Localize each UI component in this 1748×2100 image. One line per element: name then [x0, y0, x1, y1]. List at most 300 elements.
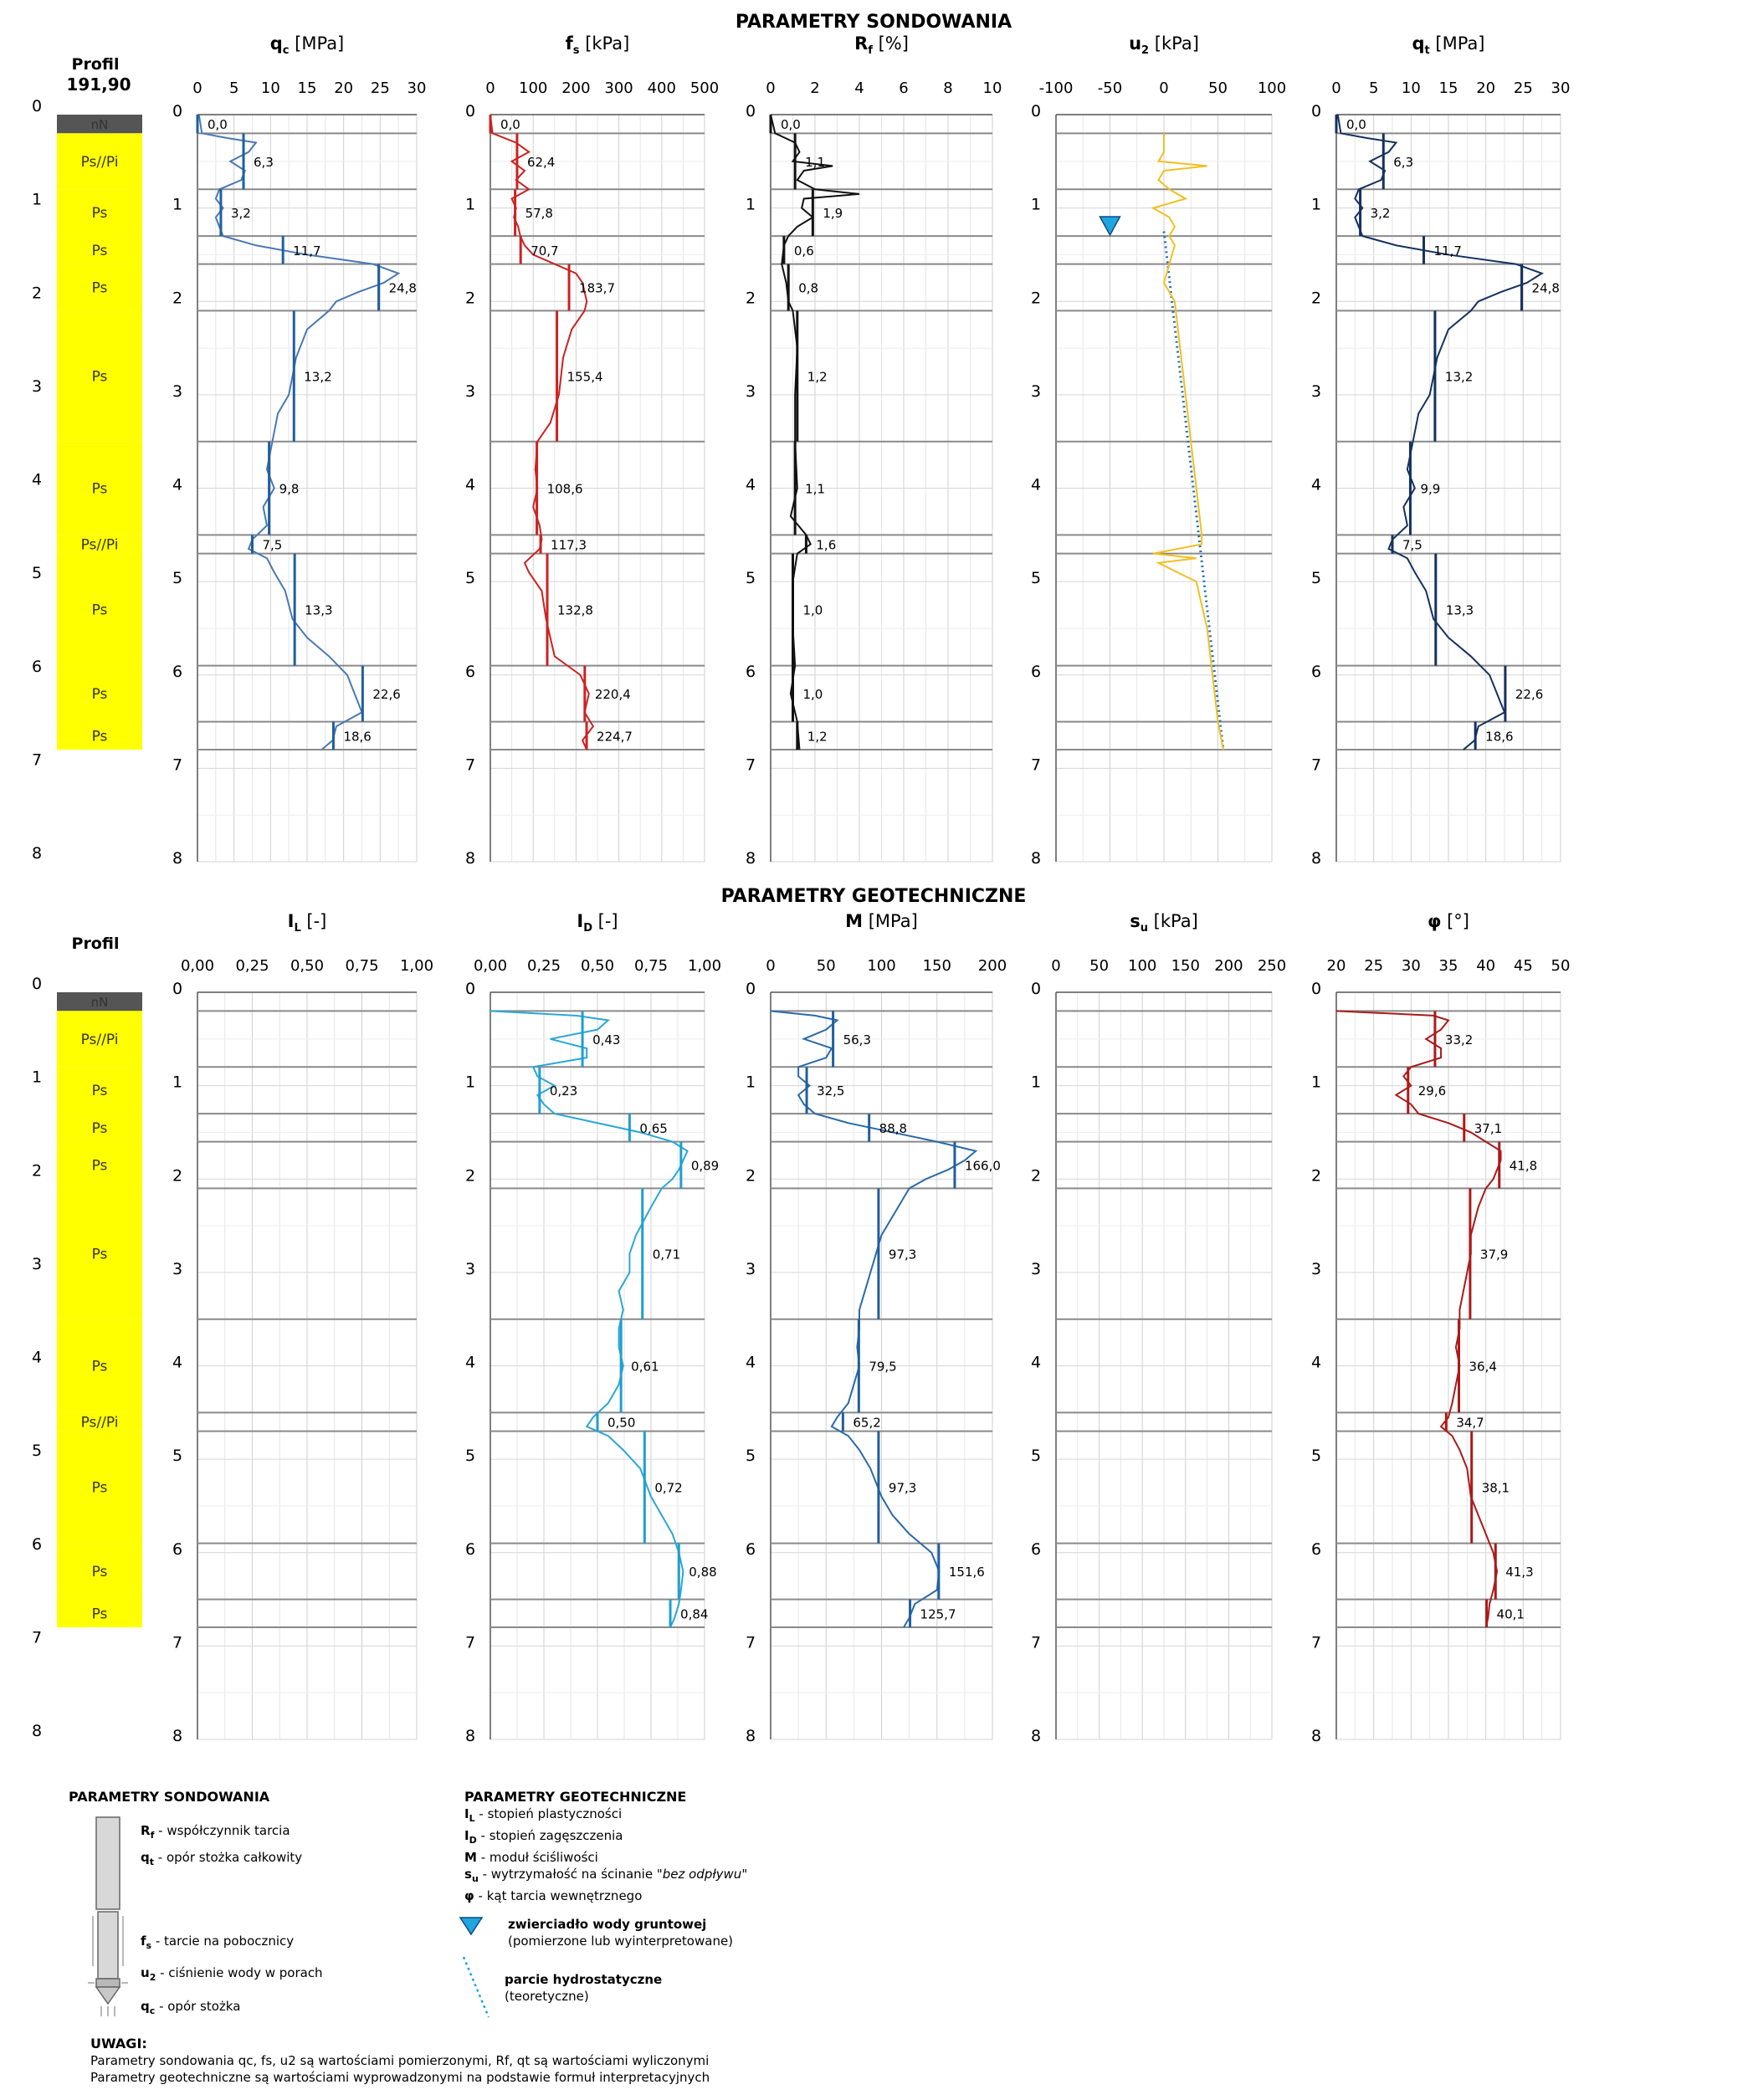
- layer-average-label: 0,88: [689, 1565, 717, 1580]
- series-line-qt: [1338, 115, 1542, 750]
- x-tick-label: 30: [407, 79, 427, 97]
- layer-average-label: 9,8: [279, 481, 300, 497]
- layer-average-label: 1,1: [805, 154, 826, 170]
- layer-average-label: 1,2: [807, 729, 828, 745]
- x-tick-label: 4: [854, 79, 864, 97]
- soil-layer-label: Ps: [91, 1119, 108, 1137]
- y-tick-label: 2: [464, 289, 476, 308]
- x-tick-label: 0,75: [633, 957, 669, 975]
- layer-average-label: 6,3: [254, 154, 274, 170]
- y-tick-label: 3: [172, 382, 183, 401]
- x-tick-label: 0: [766, 957, 776, 975]
- y-tick-label: 4: [1310, 1353, 1322, 1372]
- soil-layer-label: Ps: [91, 205, 108, 223]
- y-tick-label: 1: [1310, 1073, 1322, 1092]
- layer-average-label: 56,3: [843, 1032, 872, 1047]
- profile-depth-label: 0: [31, 97, 43, 115]
- layer-average-label: 0,50: [607, 1415, 636, 1431]
- chart-title-unit: [MPa]: [1429, 33, 1485, 54]
- soil-profile-bottom: [32, 975, 142, 1740]
- profile-depth-label: 6: [31, 657, 43, 676]
- x-tick-label: 0: [192, 79, 202, 97]
- y-tick-label: 4: [1310, 475, 1322, 494]
- legend-item-u2: [141, 1964, 323, 1986]
- layer-average-label: 37,9: [1479, 1247, 1509, 1263]
- y-tick-label: 2: [745, 289, 756, 308]
- legend-u2-sub: 2: [149, 1972, 156, 1983]
- x-tick-label: 100: [867, 957, 896, 975]
- y-tick-label: 5: [1030, 1447, 1042, 1466]
- soil-layer-label: Ps: [91, 728, 108, 745]
- profile-depth-label: 4: [31, 470, 43, 489]
- y-tick-label: 7: [1310, 755, 1322, 775]
- x-tick-label: 0,00: [473, 957, 508, 975]
- chart-title-subscript: s: [572, 44, 580, 57]
- y-tick-label: 6: [464, 1539, 476, 1559]
- legend-id-sym: I: [464, 1828, 469, 1843]
- chart-title-subscript: u: [1140, 922, 1148, 935]
- notes-title: UWAGI:: [90, 2036, 147, 2051]
- y-tick-label: 8: [172, 849, 183, 868]
- chart-title: [845, 911, 918, 931]
- profile-title-top: Profil: [71, 55, 120, 74]
- y-tick-label: 0: [464, 980, 476, 998]
- y-tick-label: 3: [464, 1259, 476, 1278]
- soil-layer-label: Ps: [91, 1479, 108, 1497]
- y-tick-label: 2: [1030, 1166, 1042, 1186]
- y-tick-label: 3: [745, 382, 756, 401]
- layer-average-label: 62,4: [526, 154, 556, 170]
- legend-m-text: - moduł ściśliwości: [480, 1850, 598, 1865]
- legend-item-qc: [141, 1998, 240, 2020]
- x-tick-label: 400: [647, 79, 676, 97]
- soil-layer-label: Ps//Pi: [80, 536, 119, 554]
- y-tick-label: 4: [172, 475, 183, 494]
- y-tick-label: 5: [464, 569, 476, 588]
- y-tick-label: 3: [1310, 382, 1322, 401]
- y-tick-label: 8: [172, 1727, 183, 1745]
- profile-depth-label: 8: [31, 1722, 43, 1740]
- y-tick-label: 7: [172, 755, 183, 775]
- chart-title-subscript: L: [294, 922, 301, 935]
- x-tick-label: 200: [977, 957, 1007, 975]
- profile-depth-label: 7: [31, 750, 43, 770]
- chart-title-subscript: c: [282, 44, 290, 57]
- soil-layer-label: Ps: [91, 242, 108, 259]
- hydrostatic-line: [1164, 232, 1223, 750]
- y-tick-label: 1: [1030, 1073, 1042, 1092]
- chart-title-unit: [kPa]: [579, 33, 630, 54]
- y-tick-label: 1: [172, 195, 183, 214]
- chart-title-symbol: f: [565, 33, 573, 54]
- x-tick-label: 200: [561, 79, 591, 97]
- y-tick-label: 0: [464, 102, 476, 120]
- legend-su-text2: ": [741, 1867, 748, 1882]
- x-tick-label: 6: [899, 79, 909, 97]
- chart-title: [270, 33, 345, 57]
- legend-item-il: [464, 1805, 1050, 1827]
- x-tick-label: 1,00: [399, 957, 434, 975]
- layer-average-label: 0,71: [652, 1247, 681, 1263]
- chart-title-symbol: I: [577, 911, 584, 931]
- chart-title-unit: [%]: [872, 33, 909, 54]
- layer-average-label: 0,61: [631, 1359, 659, 1375]
- series-line-qc: [199, 115, 401, 750]
- y-tick-label: 3: [1030, 382, 1042, 401]
- layer-average-label: 18,6: [1485, 729, 1514, 745]
- legend-qt-sym: q: [141, 1850, 150, 1865]
- x-tick-label: 25: [370, 79, 390, 97]
- x-tick-label: 5: [1368, 79, 1379, 97]
- y-tick-label: 5: [464, 1447, 476, 1466]
- profile-depth-label: 6: [31, 1534, 43, 1554]
- y-tick-label: 8: [745, 1727, 756, 1745]
- y-tick-label: 7: [1310, 1633, 1322, 1652]
- legend-u2-text: - ciśnienie wody w porach: [160, 1965, 323, 1980]
- water-level-marker: [1100, 217, 1120, 235]
- profile-depth-label: 2: [31, 1161, 43, 1181]
- layer-average-label: 97,3: [888, 1247, 917, 1263]
- cone-probe-drawing: [88, 1816, 130, 2016]
- layer-average-label: 41,8: [1509, 1158, 1538, 1174]
- y-tick-label: 0: [172, 980, 183, 998]
- chart-title-symbol: u: [1129, 33, 1142, 54]
- soil-profile-top: [32, 97, 142, 863]
- legend-m-sym: M: [464, 1850, 477, 1865]
- chart-title: [288, 911, 327, 935]
- chart-title-subscript: 2: [1141, 44, 1150, 57]
- y-tick-label: 0: [1030, 102, 1042, 120]
- layer-average-label: 0,65: [639, 1120, 668, 1136]
- layer-average-label: 0,72: [654, 1480, 683, 1496]
- profile-depth-label: 1: [31, 190, 43, 209]
- legend-su-sym: s: [464, 1867, 472, 1882]
- y-tick-label: 1: [464, 195, 476, 214]
- chart-title-unit: [MPa]: [289, 33, 345, 54]
- x-tick-label: 35: [1438, 957, 1458, 975]
- legend-item-qt: [141, 1849, 302, 1871]
- legend-hydro: [505, 1971, 662, 2005]
- y-tick-label: 0: [1310, 102, 1322, 120]
- y-tick-label: 2: [1310, 1166, 1322, 1186]
- layer-average-label: 7,5: [1402, 537, 1422, 553]
- x-tick-label: 0,25: [235, 957, 269, 975]
- x-tick-label: 250: [1257, 957, 1287, 975]
- y-tick-label: 3: [1310, 1259, 1322, 1278]
- y-tick-label: 7: [464, 1633, 476, 1652]
- y-tick-label: 2: [745, 1166, 756, 1186]
- soil-layer-label: nN: [90, 117, 109, 133]
- legend-su-italic: bez odpływu: [662, 1867, 742, 1882]
- soil-layer-label: Ps: [91, 1157, 108, 1175]
- x-tick-label: 50: [1208, 79, 1228, 97]
- layer-average-label: 1,9: [823, 206, 843, 222]
- chart-rf: [746, 33, 1002, 868]
- layer-average-label: 0,8: [798, 280, 819, 296]
- x-tick-label: 15: [1438, 79, 1458, 97]
- layer-average-label: 1,0: [802, 687, 823, 703]
- x-tick-label: -100: [1038, 79, 1074, 97]
- y-tick-label: 0: [745, 102, 756, 120]
- y-tick-label: 5: [172, 569, 183, 588]
- x-tick-label: 200: [1214, 957, 1243, 975]
- chart-title-symbol: q: [269, 33, 283, 54]
- y-tick-label: 8: [464, 1727, 476, 1745]
- x-tick-label: 20: [334, 79, 354, 97]
- layer-average-label: 183,7: [579, 280, 616, 296]
- y-tick-label: 0: [1310, 980, 1322, 998]
- y-tick-label: 0: [745, 980, 756, 998]
- layer-average-label: 97,3: [888, 1480, 917, 1496]
- section-title-sondowanie: PARAMETRY SONDOWANIA: [735, 12, 1012, 33]
- chart-fs: [465, 33, 719, 868]
- x-tick-label: 0,50: [290, 957, 325, 975]
- y-tick-label: 8: [1030, 849, 1042, 868]
- profile-depth-label: 4: [31, 1348, 43, 1367]
- y-tick-label: 6: [745, 1539, 756, 1559]
- chart-title-subscript: D: [583, 922, 592, 935]
- chart-title-unit: [kPa]: [1147, 911, 1198, 931]
- chart-su: [1031, 911, 1286, 1745]
- legend-item-su: [464, 1866, 1050, 1887]
- layer-average-label: 57,8: [525, 206, 553, 222]
- x-tick-label: 0: [1331, 79, 1341, 97]
- soil-layer-label: Ps: [91, 480, 108, 498]
- layer-average-label: 0,0: [208, 117, 228, 133]
- legend-il-sym: I: [464, 1806, 469, 1821]
- soil-layer-label: Ps: [91, 368, 108, 386]
- legend-su-sub: u: [471, 1873, 479, 1884]
- y-tick-label: 7: [745, 1633, 756, 1652]
- x-tick-label: 50: [1089, 957, 1110, 975]
- layer-average-label: 11,7: [293, 243, 321, 259]
- chart-title-unit: [°]: [1441, 911, 1469, 931]
- profile-depth-label: 1: [31, 1068, 43, 1087]
- layer-average-label: 1,1: [805, 481, 826, 497]
- layer-average-label: 37,1: [1474, 1120, 1503, 1136]
- legend-hydro-sub: (teoretyczne): [505, 1989, 589, 2004]
- profile-depth-label: 5: [31, 1442, 43, 1461]
- water-table-icon: [459, 1916, 484, 1938]
- x-tick-label: 0: [1051, 957, 1061, 975]
- y-tick-label: 3: [464, 382, 476, 401]
- legend-water-title: zwierciadło wody gruntowej: [508, 1917, 707, 1932]
- y-tick-label: 8: [745, 849, 756, 868]
- y-tick-label: 5: [1030, 569, 1042, 588]
- chart-qt: [1311, 33, 1571, 868]
- x-tick-label: 150: [922, 957, 951, 975]
- layer-average-label: 0,84: [680, 1606, 709, 1622]
- y-tick-label: 3: [1030, 1259, 1042, 1278]
- layer-average-label: 155,4: [566, 369, 603, 385]
- layer-average-label: 65,2: [853, 1415, 881, 1431]
- chart-il: [172, 911, 433, 1745]
- x-tick-label: 10: [1401, 79, 1421, 97]
- y-tick-label: 6: [745, 662, 756, 681]
- soil-layer-label: Ps: [91, 1083, 108, 1100]
- layer-average-label: 33,2: [1444, 1032, 1474, 1047]
- x-tick-label: 20: [1326, 957, 1346, 975]
- layer-average-label: 24,8: [388, 280, 417, 296]
- chart-title-unit: [MPa]: [863, 911, 918, 931]
- legend-rf-sub: f: [150, 1830, 155, 1841]
- chart-title-subscript: t: [1424, 44, 1430, 57]
- layer-average-label: 220,4: [594, 687, 631, 703]
- chart-title-symbol: M: [845, 911, 864, 931]
- chart-title: [1412, 33, 1484, 57]
- profile-depth-label: 0: [31, 975, 43, 993]
- legend-item-m: [464, 1849, 1050, 1866]
- x-tick-label: 8: [943, 79, 953, 97]
- y-tick-label: 6: [464, 662, 476, 681]
- y-tick-label: 6: [1030, 662, 1042, 681]
- y-tick-label: 3: [745, 1259, 756, 1278]
- y-tick-label: 4: [745, 475, 756, 494]
- soil-layer-label: Ps//Pi: [80, 1414, 119, 1432]
- chart-title-unit: [-]: [592, 911, 618, 931]
- soil-layer-label: Ps: [91, 1246, 108, 1263]
- y-tick-label: 4: [172, 1353, 183, 1372]
- note-1: Parametry sondowania qc, fs, u2 są wartościami pomierzonymi, Rf, qt są wartościami wyliczonymi: [90, 2053, 710, 2068]
- chart-title-subscript: f: [868, 44, 873, 57]
- legend-u2-sym: u: [141, 1965, 150, 1980]
- legend-il-sub: L: [469, 1813, 475, 1824]
- y-tick-label: 7: [1030, 1633, 1042, 1652]
- layer-average-label: 0,23: [549, 1083, 578, 1099]
- soil-layer-label: Ps: [91, 1358, 108, 1375]
- x-tick-label: -50: [1097, 79, 1123, 97]
- y-tick-label: 2: [172, 289, 183, 308]
- y-tick-label: 6: [1030, 1539, 1042, 1559]
- x-tick-label: 40: [1476, 957, 1496, 975]
- layer-average-label: 36,4: [1469, 1359, 1497, 1375]
- y-tick-label: 5: [745, 569, 756, 588]
- profile-depth-label: 8: [31, 844, 43, 863]
- layer-average-label: 3,2: [1370, 206, 1391, 222]
- layer-average-label: 18,6: [343, 729, 372, 745]
- x-tick-label: 0,00: [180, 957, 215, 975]
- y-tick-label: 4: [1030, 1353, 1042, 1372]
- hydrostatic-line-icon: [460, 1954, 494, 2021]
- chart-title-unit: [-]: [300, 911, 327, 931]
- profile-depth-label: 3: [31, 1254, 43, 1273]
- layer-average-label: 125,7: [920, 1606, 956, 1622]
- chart-phi: [1311, 911, 1571, 1745]
- y-tick-label: 7: [464, 755, 476, 775]
- chart-qc: [172, 33, 427, 868]
- layer-average-label: 151,6: [948, 1565, 985, 1580]
- y-tick-label: 0: [1030, 980, 1042, 998]
- y-tick-label: 1: [745, 195, 756, 214]
- soil-layer-label: Ps//Pi: [80, 153, 119, 171]
- y-tick-label: 1: [172, 1073, 183, 1092]
- y-tick-label: 7: [172, 1633, 183, 1652]
- legend-il-text: - stopień plastyczności: [479, 1806, 623, 1821]
- legend-phi-sym: φ: [464, 1888, 474, 1903]
- x-tick-label: 15: [297, 79, 317, 97]
- legend-qc-sym: q: [141, 1999, 150, 2014]
- chart-title-symbol: R: [854, 33, 869, 54]
- legend-fs-sym: f: [141, 1934, 146, 1949]
- layer-average-label: 13,2: [304, 369, 332, 385]
- layer-average-label: 24,8: [1531, 280, 1560, 296]
- x-tick-label: 50: [816, 957, 836, 975]
- layer-average-label: 13,3: [1445, 602, 1474, 618]
- y-tick-label: 2: [1030, 289, 1042, 308]
- x-tick-label: 0,25: [526, 957, 561, 975]
- layer-average-label: 22,6: [1515, 687, 1544, 703]
- layer-average-label: 0,6: [793, 243, 814, 259]
- y-tick-label: 7: [745, 755, 756, 775]
- legend-su-text: - wytrzymałość na ścinanie ": [482, 1867, 663, 1882]
- x-tick-label: 45: [1513, 957, 1533, 975]
- y-tick-label: 6: [1310, 1539, 1322, 1559]
- soil-layer-label: Ps: [91, 1606, 108, 1623]
- legend-item-phi: [464, 1887, 1050, 1904]
- legend-rf-sym: R: [141, 1823, 151, 1838]
- legend-geo-title: PARAMETRY GEOTECHNICZNE: [464, 1789, 687, 1805]
- layer-average-label: 13,3: [305, 602, 333, 618]
- legend-qc-sub: c: [149, 2005, 156, 2016]
- x-tick-label: 0: [766, 79, 776, 97]
- note-2: Parametry geotechniczne są wartościami wyprowadzonymi na podstawie formuł interpretacyjnych: [90, 2070, 710, 2085]
- x-tick-label: 50: [1551, 957, 1571, 975]
- chart-title-symbol: φ: [1428, 911, 1442, 931]
- chart-id: [465, 911, 721, 1745]
- soil-layer-label: Ps//Pi: [80, 1031, 119, 1048]
- legend-id-text: - stopień zagęszczenia: [480, 1828, 623, 1843]
- y-tick-label: 6: [172, 662, 183, 681]
- legend-item-rf: [141, 1822, 290, 1844]
- y-tick-label: 5: [1310, 1447, 1322, 1466]
- chart-title-symbol: s: [1130, 911, 1141, 931]
- layer-average-label: 108,6: [546, 481, 583, 497]
- y-tick-label: 4: [464, 475, 476, 494]
- x-tick-label: 5: [228, 79, 239, 97]
- x-tick-label: 10: [260, 79, 280, 97]
- legend-phi-text: - kąt tarcia wewnętrznego: [478, 1888, 643, 1903]
- legend-hydro-title: parcie hydrostatyczne: [505, 1972, 663, 1987]
- chart-title: [1130, 911, 1198, 935]
- y-tick-label: 4: [745, 1353, 756, 1372]
- soil-layer-label: Ps: [91, 1564, 108, 1581]
- x-tick-label: 10: [982, 79, 1002, 97]
- legend-water-sub: (pomierzone lub wyinterpretowane): [508, 1934, 734, 1949]
- layer-average-label: 0,0: [781, 117, 801, 133]
- layer-average-label: 38,1: [1481, 1480, 1510, 1496]
- soil-layer-label: Ps: [91, 686, 108, 704]
- y-tick-label: 2: [1310, 289, 1322, 308]
- y-tick-label: 8: [1310, 849, 1322, 868]
- layer-average-label: 1,0: [802, 602, 823, 618]
- layer-average-label: 40,1: [1496, 1606, 1525, 1622]
- x-tick-label: 500: [689, 79, 720, 97]
- y-tick-label: 1: [745, 1073, 756, 1092]
- y-tick-label: 8: [1310, 1727, 1322, 1745]
- chart-title: [566, 33, 630, 57]
- profile-depth-label: 7: [31, 1628, 43, 1647]
- layer-average-label: 88,8: [879, 1120, 908, 1136]
- x-tick-label: 30: [1401, 957, 1421, 975]
- profile-elevation: 191,90: [66, 74, 131, 95]
- x-tick-label: 100: [1257, 79, 1287, 97]
- layer-average-label: 0,0: [1346, 117, 1366, 133]
- chart-title-symbol: q: [1412, 33, 1425, 54]
- layer-average-label: 3,2: [230, 206, 251, 222]
- layer-average-label: 32,5: [817, 1083, 845, 1099]
- x-tick-label: 300: [604, 79, 633, 97]
- layer-average-label: 29,6: [1417, 1083, 1447, 1099]
